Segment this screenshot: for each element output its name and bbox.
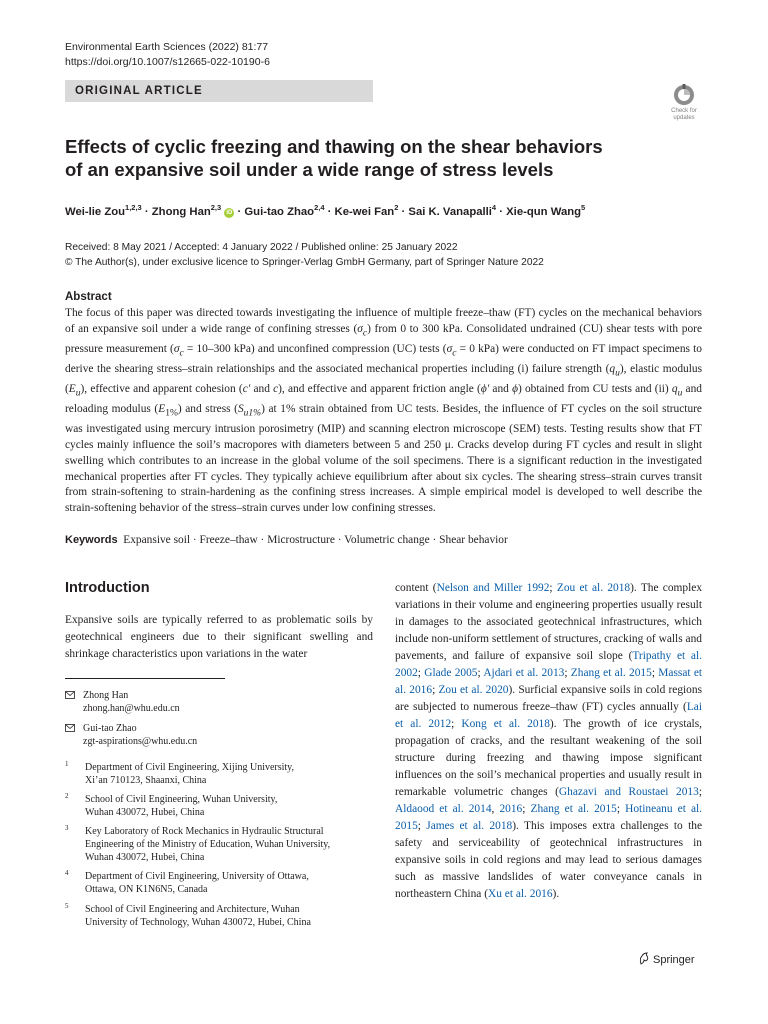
keywords-text: Expansive soil · Freeze–thaw · Microstructure · Volumetric change · Shear behavior [123, 534, 508, 546]
publication-dates [65, 240, 544, 270]
affiliation-number: 4 [65, 869, 69, 877]
springer-horse-icon [638, 952, 650, 965]
check-for-updates-label: Check for updates [671, 108, 697, 121]
doi-link[interactable]: https://doi.org/10.1007/s12665-022-10190-6 [65, 56, 270, 68]
keywords-label: Keywords [65, 534, 118, 546]
affiliation-number: 1 [65, 760, 69, 768]
author-name[interactable]: Zhong Han [151, 205, 211, 218]
publisher-name: Springer [653, 954, 695, 966]
history-dates: Received: 8 May 2021 / Accepted: 4 January 2022 / Published online: 25 January 2022 [65, 242, 458, 253]
citation-link[interactable]: James et al. 2018 [426, 820, 513, 832]
envelope-icon [65, 691, 75, 699]
affiliation-number: 3 [65, 824, 69, 832]
author-affiliation-marker: 1,2,3 [125, 203, 142, 212]
author-affiliation-marker: 2,4 [314, 203, 325, 212]
citation-link[interactable]: Zhang et al. 2015 [570, 667, 652, 679]
envelope-icon [65, 724, 75, 732]
citation-link[interactable]: Ajdari et al. 2013 [483, 667, 565, 679]
orcid-icon[interactable]: iD [226, 209, 233, 216]
citation-link[interactable]: Xu et al. 2016 [488, 888, 553, 900]
author-affiliation-marker: 5 [581, 203, 586, 212]
author-name[interactable]: Sai K. Vanapalli [408, 205, 492, 218]
author-name[interactable]: Wei-lie Zou [65, 205, 126, 218]
copyright-notice: © The Author(s), under exclusive licence to Springer-Verlag GmbH Germany, part of Springer Nature 2022 [65, 257, 544, 268]
author-affiliation-marker: 2 [394, 203, 399, 212]
author-affiliation-marker: 4 [491, 203, 497, 212]
author-separator: · [398, 205, 409, 218]
author-list [65, 203, 705, 218]
citation-link[interactable]: 2016 [499, 803, 523, 815]
citation-link[interactable]: Massat et al. 2016 [395, 667, 703, 696]
citation-link[interactable]: Hotineanu et al. 2015 [395, 803, 703, 832]
contact-email[interactable]: zgt-aspirations@whu.edu.cn [83, 736, 198, 747]
citation-link[interactable]: Nelson and Miller 1992 [436, 582, 550, 594]
abstract-heading: Abstract [65, 291, 112, 303]
contact-email[interactable]: zhong.han@whu.edu.cn [83, 703, 180, 714]
affiliation-number: 5 [65, 902, 69, 910]
article-title-line: of an expansive soil under a wide range of stress levels [65, 159, 554, 180]
footnote-divider [65, 678, 225, 679]
author-name[interactable]: Xie-qun Wang [506, 205, 582, 218]
author-affiliation-marker: 2,3 [210, 203, 222, 212]
check-for-updates-icon [664, 84, 704, 108]
author-name[interactable]: Ke-wei Fan [334, 205, 395, 218]
section-heading-introduction: Introduction [65, 580, 150, 596]
citation-link[interactable]: Kong et al. 2018 [461, 718, 550, 730]
journal-citation: Environmental Earth Sciences (2022) 81:77 [65, 41, 269, 53]
citation-link[interactable]: Aldaood et al. 2014 [395, 803, 492, 815]
affiliation-number: 2 [65, 792, 69, 800]
citation-link[interactable]: Zhang et al. 2015 [530, 803, 617, 815]
citation-link[interactable]: Ghazavi and Roustaei 2013 [558, 786, 699, 798]
journal-header [65, 40, 270, 70]
abstract-text: The focus of this paper was directed towards investigating the influence of multiple freeze–thaw (FT) cycles on the mechanical behaviors of an expansive soil under a wide range of confining stresses $(\sigma_c)$ from 0 to 300 kPa. Consolidated undrained (CU) shear tests with pore pressure measurement ($\sigma_c = 10-300$ kPa) and unconfined compression (UC) tests ($\sigma_c = 0$ kPa) were conducted on FT impact specimens to derive the shearing stress–strain relationships and the associated mechanical properties including (i) failure strength $(q_u)$, elastic modulus $(E_u)$, effective and apparent cohesion (c′ and c), and effective and apparent friction angle (ϕ′ and ϕ) obtained from CU tests and (ii) $q_u$ and reloading modulus $(E_{1\%})$ and stress $(S_{u1\%})$ at 1% strain obtained from UC tests. Besides, the influence of FT cycles on the soil structure was investigated using mercury intrusion porosimetry (MIP) and scanning electron microscope (SEM) tests. Testing results show that FT cycles mainly influence the soil’s macropores with diameters between 5 and 250 μ. Cracks develop during FT cycles and result in slight swelling which contributes to an increase in the global volume of the soil specimens. There is a significant reduction in the investigated mechanical properties after FT cycles. They typically achieve equilibrium after about six cycles. The shearing stress–strain curves transit from strain-softening to strain-hardening as the confining stress increases. A simple empirical model is developed to well describe the strain-softening behavior of the stress–strain curves under low confining stresses. [65, 307, 703, 515]
citation-link[interactable]: Zou et al. 2018 [556, 582, 631, 594]
intro-paragraph-left: Expansive soils are typically referred to as problematic soils by geotechnical engineers due to their significant swelling and shrinkage characteristics upon variations in the water [65, 614, 373, 660]
citation-link[interactable]: Zou et al. 2020 [438, 684, 509, 696]
citation-link[interactable]: Tripathy et al. 2002 [395, 650, 702, 679]
keywords-line [65, 534, 508, 546]
citation-link[interactable]: Lai et al. 2012 [395, 701, 702, 730]
author-separator: · [496, 205, 507, 218]
author-separator: · [141, 205, 152, 218]
publisher-footer [638, 952, 695, 966]
contact-name: Gui-tao Zhao [83, 723, 137, 734]
author-separator: · [234, 205, 245, 218]
article-type-banner: ORIGINAL ARTICLE [65, 80, 373, 102]
intro-paragraph-right: content (Nelson and Miller 1992; Zou et al. 2018). The complex variations in their volume and engineering properties usually result in damages to the associated geotechnical infrastructures, which include non-uniform settlement of structures, cracking of walls and pavements, and failure of expansive soil slope (Tripathy et al. 2002; Glade 2005; Ajdari et al. 2013; Zhang et al. 2015; Massat et al. 2016; Zou et al. 2020). Surficial expansive soils in cold regions are subjected to numerous freeze–thaw (FT) cycles annually (Lai et al. 2012; Kong et al. 2018). The growth of ice crystals, propagation of cracks, and the resultant weakening of the soil structure during freezing and thawing impose significant influences on the soil’s mechanical properties and usually result in remarkable volumetric changes (Ghazavi and Roustaei 2013; Aldaood et al. 2014, 2016; Zhang et al. 2015; Hotineanu et al. 2015; James et al. 2018). This imposes extra challenges to the safety and serviceability of geotechnical infrastructures in expansive soils in cold regions and may lead to serious damages such as massive landslides of water conveyance canals in northeastern China (Xu et al. 2016). [395, 582, 703, 900]
author-name[interactable]: Gui-tao Zhao [244, 205, 315, 218]
citation-link[interactable]: Glade 2005 [424, 667, 478, 679]
article-title [65, 135, 625, 181]
author-separator: · [324, 205, 335, 218]
contact-name: Zhong Han [83, 690, 129, 701]
check-for-updates-badge[interactable] [664, 84, 704, 124]
article-title-line: Effects of cyclic freezing and thawing on the shear behaviors [65, 136, 603, 157]
